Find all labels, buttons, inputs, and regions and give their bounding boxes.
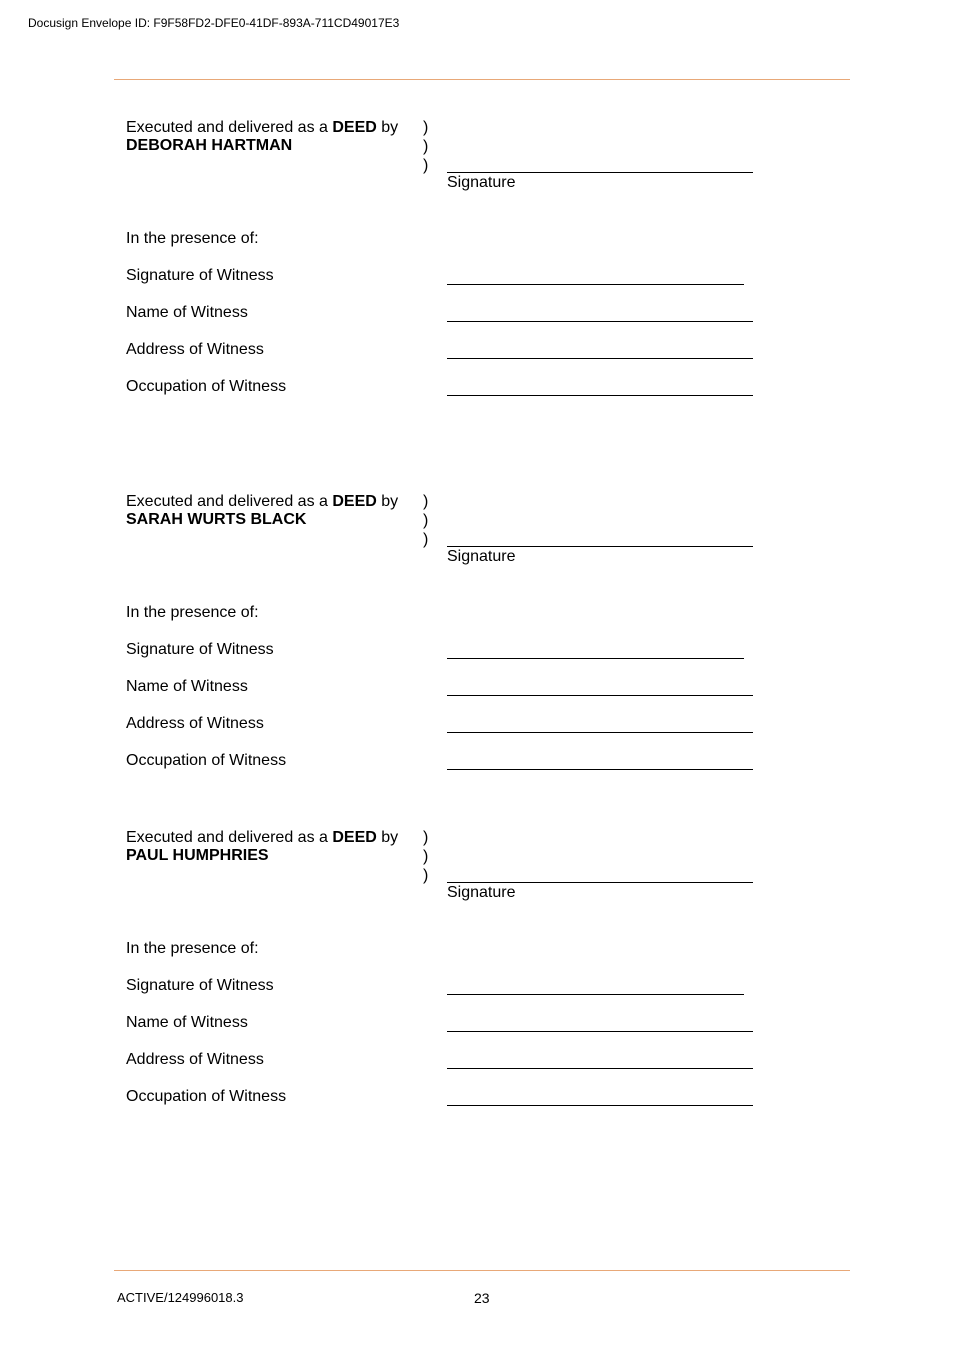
by-text: by — [376, 829, 399, 846]
witness-address-label: Address of Witness — [126, 1051, 264, 1068]
signature-line[interactable] — [447, 546, 753, 547]
witness-signature-label: Signature of Witness — [126, 641, 274, 658]
bracket: ) — [423, 157, 429, 174]
signature-line[interactable] — [447, 882, 753, 883]
witness-signature-line[interactable] — [447, 284, 744, 285]
witness-occupation-line[interactable] — [447, 1105, 753, 1106]
bracket: ) — [423, 512, 429, 529]
envelope-id: Docusign Envelope ID: F9F58FD2-DFE0-41DF-893A-711CD49017E3 — [28, 16, 400, 30]
executed-statement — [126, 119, 398, 137]
executed-text: Executed and delivered as a — [126, 119, 333, 136]
witness-address-label: Address of Witness — [126, 341, 264, 358]
by-text: by — [376, 119, 399, 136]
bracket: ) — [423, 848, 429, 865]
witness-signature-line[interactable] — [447, 658, 744, 659]
deed-text: DEED — [332, 119, 377, 136]
witness-signature-label: Signature of Witness — [126, 267, 274, 284]
executed-text: Executed and delivered as a — [126, 493, 333, 510]
witness-name-label: Name of Witness — [126, 678, 248, 695]
signature-label: Signature — [447, 174, 516, 191]
witness-occupation-line[interactable] — [447, 395, 753, 396]
witness-name-label: Name of Witness — [126, 304, 248, 321]
witness-address-line[interactable] — [447, 732, 753, 733]
by-text: by — [376, 493, 399, 510]
deed-text: DEED — [332, 829, 377, 846]
executed-statement — [126, 493, 398, 511]
signatory-name: DEBORAH HARTMAN — [126, 137, 293, 154]
witness-address-line[interactable] — [447, 1068, 753, 1069]
bracket: ) — [423, 138, 429, 155]
document-reference: ACTIVE/124996018.3 — [117, 1290, 244, 1305]
bracket: ) — [423, 867, 429, 884]
witness-address-label: Address of Witness — [126, 715, 264, 732]
witness-signature-line[interactable] — [447, 994, 744, 995]
witness-occupation-label: Occupation of Witness — [126, 752, 287, 769]
executed-text: Executed and delivered as a — [126, 829, 333, 846]
bracket: ) — [423, 829, 429, 846]
bracket: ) — [423, 493, 429, 510]
execution-block — [0, 493, 965, 793]
witness-occupation-label: Occupation of Witness — [126, 1088, 287, 1105]
witness-name-line[interactable] — [447, 1031, 753, 1032]
bracket: ) — [423, 119, 429, 136]
deed-text: DEED — [332, 493, 377, 510]
bracket: ) — [423, 531, 429, 548]
page-number: 23 — [474, 1290, 490, 1306]
presence-label: In the presence of: — [126, 230, 259, 247]
execution-block — [0, 119, 965, 419]
witness-name-line[interactable] — [447, 695, 753, 696]
signature-line[interactable] — [447, 172, 753, 173]
witness-signature-label: Signature of Witness — [126, 977, 274, 994]
header-rule — [114, 79, 850, 80]
witness-name-line[interactable] — [447, 321, 753, 322]
witness-occupation-line[interactable] — [447, 769, 753, 770]
signature-label: Signature — [447, 548, 516, 565]
executed-statement — [126, 829, 398, 847]
witness-occupation-label: Occupation of Witness — [126, 378, 287, 395]
signature-label: Signature — [447, 884, 516, 901]
presence-label: In the presence of: — [126, 940, 259, 957]
witness-address-line[interactable] — [447, 358, 753, 359]
witness-name-label: Name of Witness — [126, 1014, 248, 1031]
footer-rule — [114, 1270, 850, 1271]
signatory-name: SARAH WURTS BLACK — [126, 511, 307, 528]
signatory-name: PAUL HUMPHRIES — [126, 847, 269, 864]
execution-block — [0, 829, 965, 1129]
presence-label: In the presence of: — [126, 604, 259, 621]
